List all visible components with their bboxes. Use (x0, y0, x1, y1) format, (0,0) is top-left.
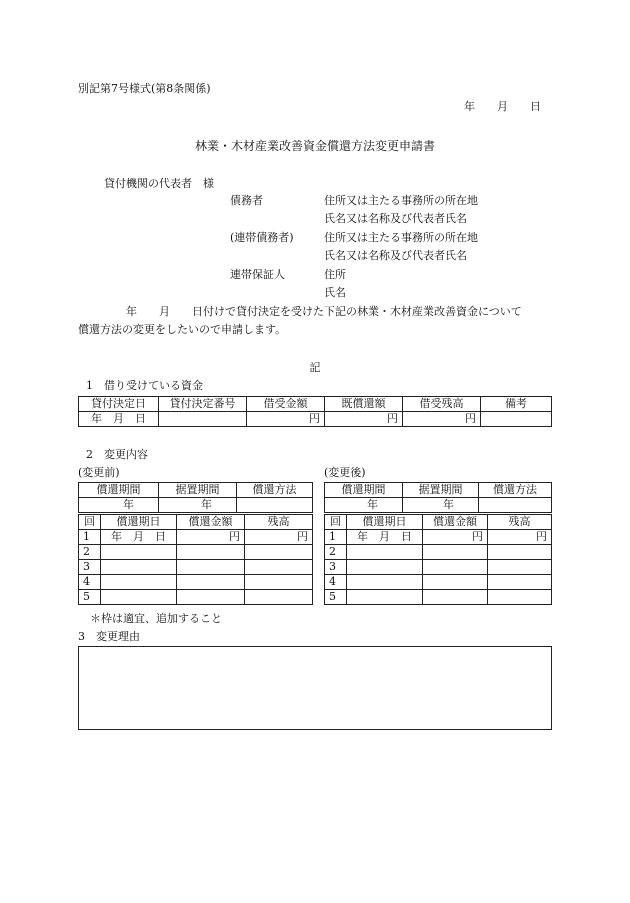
after-period-table (324, 482, 552, 513)
party-debtor-address: 住所又は主たる事務所の所在地 (324, 194, 478, 207)
before-schedule-table (78, 514, 313, 605)
body-line-1: 年 月 日付けで貸付決定を受けた下記の林業・木材産業改善資金について (126, 305, 522, 318)
due-date-cell[interactable] (347, 575, 423, 590)
before-period-values (79, 498, 313, 513)
col-due-date: 償還期日 (101, 515, 177, 530)
col-loan-decision-number: 貸付決定番号 (159, 397, 247, 412)
table-row (325, 560, 552, 575)
amount-cell[interactable] (423, 545, 488, 560)
installment-no: 2 (79, 545, 101, 560)
amount-cell[interactable] (423, 575, 488, 590)
party-guarantor-name: 氏名 (324, 286, 346, 299)
table-row (79, 590, 313, 605)
col-repayment-method: 償還方法 (479, 483, 552, 498)
body-line-2: 償還方法の変更をしたいので申請します。 (78, 323, 287, 336)
after-label: (変更後) (324, 466, 366, 479)
col-repayment-method: 償還方法 (237, 483, 313, 498)
table-row (325, 530, 552, 545)
date-line: 年 月 日 (464, 100, 541, 113)
after-period-values (325, 498, 552, 513)
installment-no: 4 (79, 575, 101, 590)
section1-heading: 1 借り受けている資金 (86, 379, 203, 392)
col-remarks: 備考 (481, 397, 552, 412)
col-due-date: 償還期日 (347, 515, 423, 530)
loan-table-row (79, 412, 552, 427)
before-schedule-header (79, 515, 313, 530)
amount-cell[interactable]: 円 (423, 530, 488, 545)
due-date-cell[interactable] (101, 575, 177, 590)
due-date-cell[interactable]: 年 月 日 (101, 530, 177, 545)
balance-cell[interactable] (245, 575, 313, 590)
balance-cell[interactable] (245, 590, 313, 605)
installment-no: 3 (79, 560, 101, 575)
after-period-header (325, 483, 552, 498)
due-date-cell[interactable] (347, 560, 423, 575)
table-row (79, 530, 313, 545)
document-title: 林業・木材産業改善資金償還方法変更申請書 (194, 139, 435, 153)
party-role-debtor: 債務者 (230, 194, 263, 207)
change-reason-box[interactable] (78, 646, 552, 730)
table-row (79, 575, 313, 590)
cell-repaid-amount[interactable]: 円 (325, 412, 403, 427)
before-label: (変更前) (78, 466, 120, 479)
col-repaid-amount: 既償還額 (325, 397, 403, 412)
installment-no: 3 (325, 560, 347, 575)
after-schedule-header (325, 515, 552, 530)
balance-cell[interactable] (245, 560, 313, 575)
balance-cell[interactable]: 円 (245, 530, 313, 545)
col-deferment-period: 据置期間 (159, 483, 237, 498)
before-repayment-method-value[interactable] (237, 498, 313, 513)
col-balance: 借受残高 (403, 397, 481, 412)
cell-balance[interactable]: 円 (403, 412, 481, 427)
before-repayment-period-value[interactable]: 年 (79, 498, 159, 513)
col-deferment-period: 据置期間 (403, 483, 479, 498)
section3-heading: 3 変更理由 (78, 630, 140, 643)
balance-cell[interactable] (488, 590, 552, 605)
party-joint-debtor-address: 住所又は主たる事務所の所在地 (324, 231, 478, 244)
col-borrowed-amount: 借受金額 (247, 397, 325, 412)
installment-no: 1 (79, 530, 101, 545)
due-date-cell[interactable] (101, 590, 177, 605)
party-debtor-name: 氏名又は名称及び代表者氏名 (324, 212, 467, 225)
before-deferment-period-value[interactable]: 年 (159, 498, 237, 513)
amount-cell[interactable] (177, 575, 245, 590)
party-guarantor-address: 住所 (324, 268, 346, 281)
balance-cell[interactable] (488, 545, 552, 560)
amount-cell[interactable] (177, 590, 245, 605)
table-row (79, 545, 313, 560)
note-text: ＊枠は適宜、追加すること (90, 612, 222, 625)
col-repayment-period: 償還期間 (79, 483, 159, 498)
due-date-cell[interactable]: 年 月 日 (347, 530, 423, 545)
party-role-joint-debtor: (連帯債務者) (230, 231, 294, 244)
balance-cell[interactable] (488, 575, 552, 590)
installment-no: 4 (325, 575, 347, 590)
cell-loan-decision-number[interactable] (159, 412, 247, 427)
before-period-header (79, 483, 313, 498)
due-date-cell[interactable] (101, 560, 177, 575)
amount-cell[interactable] (423, 590, 488, 605)
installment-no: 2 (325, 545, 347, 560)
after-deferment-period-value[interactable]: 年 (403, 498, 479, 513)
col-installment-no: 回 (79, 515, 101, 530)
amount-cell[interactable] (423, 560, 488, 575)
cell-borrowed-amount[interactable]: 円 (247, 412, 325, 427)
after-repayment-period-value[interactable]: 年 (325, 498, 403, 513)
due-date-cell[interactable] (101, 545, 177, 560)
table-row (325, 575, 552, 590)
addressee: 貸付機関の代表者 様 (104, 177, 214, 190)
cell-loan-decision-date[interactable]: 年 月 日 (79, 412, 159, 427)
party-joint-debtor-name: 氏名又は名称及び代表者氏名 (324, 249, 467, 262)
after-repayment-method-value[interactable] (479, 498, 552, 513)
section2-heading: 2 変更内容 (86, 448, 148, 461)
balance-cell[interactable] (488, 560, 552, 575)
table-row (325, 545, 552, 560)
col-repayment-period: 償還期間 (325, 483, 403, 498)
cell-remarks[interactable] (481, 412, 552, 427)
col-repayment-amount: 償還金額 (177, 515, 245, 530)
col-loan-decision-date: 貸付決定日 (79, 397, 159, 412)
col-remaining-balance: 残高 (245, 515, 313, 530)
balance-cell[interactable] (245, 545, 313, 560)
after-schedule-table (324, 514, 552, 605)
col-installment-no: 回 (325, 515, 347, 530)
installment-no: 5 (79, 590, 101, 605)
loan-table-header (79, 397, 552, 412)
due-date-cell[interactable] (347, 590, 423, 605)
party-role-guarantor: 連帯保証人 (230, 268, 285, 281)
due-date-cell[interactable] (347, 545, 423, 560)
before-period-table (78, 482, 313, 513)
balance-cell[interactable]: 円 (488, 530, 552, 545)
table-row (325, 590, 552, 605)
col-repayment-amount: 償還金額 (423, 515, 488, 530)
table-row (79, 560, 313, 575)
loan-table (78, 396, 552, 427)
amount-cell[interactable] (177, 560, 245, 575)
amount-cell[interactable] (177, 545, 245, 560)
col-remaining-balance: 残高 (488, 515, 552, 530)
installment-no: 5 (325, 590, 347, 605)
amount-cell[interactable]: 円 (177, 530, 245, 545)
form-number: 別記第7号様式(第8条関係) (78, 82, 211, 95)
ki-heading: 記 (309, 361, 321, 374)
installment-no: 1 (325, 530, 347, 545)
